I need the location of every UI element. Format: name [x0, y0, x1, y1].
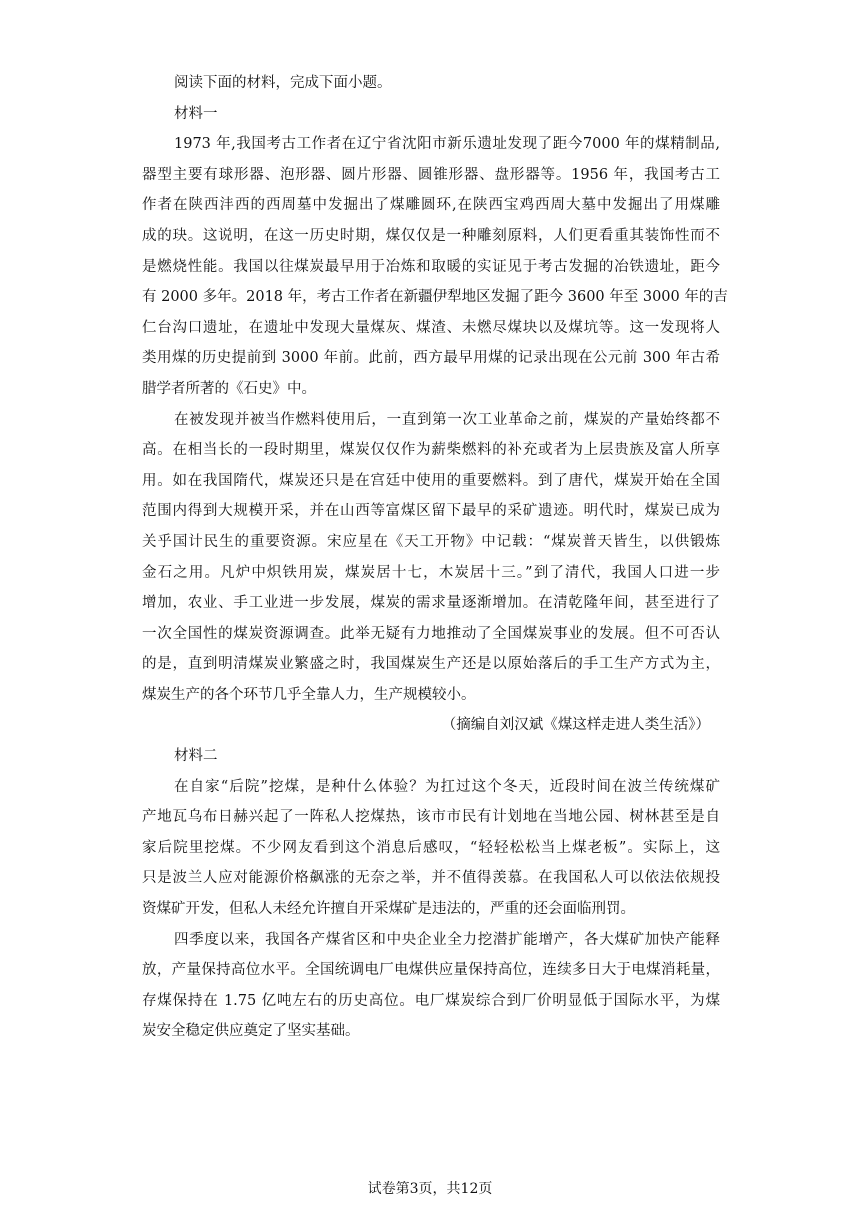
- paragraph-line: 的是，直到明清煤炭业繁盛之时，我国煤炭生产还是以原始落后的手工生产方式为主，: [142, 656, 720, 673]
- paragraph-line: 关乎国计民生的重要资源。宋应星在《天工开物》中记载：“煤炭普天皆生，以供锻炼: [142, 533, 720, 550]
- paragraph-line: 煤炭生产的各个环节几乎全靠人力，生产规模较小。: [142, 686, 476, 703]
- page-footer: 试卷第3页，共12页: [367, 1181, 493, 1197]
- paragraph-line: 产地瓦乌布日赫兴起了一阵私人挖煤热，该市市民有计划地在当地公园、树林甚至是自: [142, 809, 720, 826]
- paragraph-line: 只是波兰人应对能源价格飙涨的无奈之举，并不值得羡慕。在我国私人可以依法依规投: [142, 870, 720, 887]
- paragraph-line: 范围内得到大规模开采，并在山西等富煤区留下最早的采矿遗迹。明代时，煤炭已成为: [142, 503, 720, 520]
- paragraph-line: 器型主要有球形器、泡形器、圆片形器、圆锥形器、盘形器等。1956 年，我国考古工: [142, 166, 720, 183]
- paragraph-line: 增加，农业、手工业进一步发展，煤炭的需求量逐渐增加。在清乾隆年间，甚至进行了: [142, 595, 720, 612]
- paragraph-line: 金石之用。凡炉中炽铁用炭，煤炭居十七，木炭居十三。”到了清代，我国人口进一步: [142, 564, 720, 581]
- paragraph-line: 资煤矿开发，但私人未经允许擅自开采煤矿是违法的，严重的还会面临刑罚。: [142, 901, 635, 918]
- paragraph-line: 腊学者所著的《石史》中。: [142, 380, 316, 397]
- paragraph-line: 有 2000 多年。2018 年，考古工作者在新疆伊犁地区发掘了距今 3600 年至 3000 年的吉: [142, 289, 728, 306]
- paragraph-line: 家后院里挖煤。不少网友看到这个消息后感叹，“轻轻松松当上煤老板”。实际上，这: [142, 839, 720, 856]
- paragraph-line: 成的玦。这说明，在这一历史时期，煤仅仅是一种雕刻原料，人们更看重其装饰性而不: [142, 227, 720, 244]
- paragraph-line: 高。在相当长的一段时期里，煤炭仅仅作为薪柴燃料的补充或者为上层贵族及富人所享: [142, 442, 720, 459]
- material-one-heading: 材料一: [174, 105, 218, 122]
- paragraph-line: 类用煤的历史提前到 3000 年前。此前，西方最早用煤的记录出现在公元前 300 年古希: [142, 350, 720, 367]
- paragraph-line: 炭安全稳定供应奠定了坚实基础。: [142, 1023, 360, 1040]
- paragraph-line: 作者在陕西沣西的西周墓中发掘出了煤雕圆环,在陕西宝鸡西周大墓中发掘出了用煤雕: [142, 197, 720, 214]
- paragraph-line: 存煤保持在 1.75 亿吨左右的历史高位。电厂煤炭综合到厂价明显低于国际水平，为煤: [142, 992, 720, 1009]
- paragraph-line: 一次全国性的煤炭资源调查。此举无疑有力地推动了全国煤炭事业的发展。但不可否认: [142, 625, 720, 642]
- paragraph-line: 放，产量保持高位水平。全国统调电厂电煤供应量保持高位，连续多日大于电煤消耗量，: [142, 962, 720, 979]
- paragraph-line: 仁台沟口遗址，在遗址中发现大量煤灰、煤渣、未燃尽煤块以及煤坑等。这一发现将人: [142, 319, 720, 336]
- material-two-heading: 材料二: [174, 748, 218, 765]
- instruction-line: 阅读下面的材料，完成下面小题。: [174, 75, 392, 91]
- paragraph-line: 四季度以来，我国各产煤省区和中央企业全力挖潜扩能增产，各大煤矿加快产能释: [174, 931, 720, 948]
- paragraph-line: 1973 年,我国考古工作者在辽宁省沈阳市新乐遗址发现了距今7000 年的煤精制品,: [174, 136, 720, 153]
- paragraph-line: 用。如在我国隋代，煤炭还只是在宫廷中使用的重要燃料。到了唐代，煤炭开始在全国: [142, 472, 720, 489]
- passage-content: [142, 68, 728, 1047]
- paragraph-line: 在被发现并被当作燃料使用后，一直到第一次工业革命之前，煤炭的产量始终都不: [174, 411, 720, 428]
- paragraph-line: 是燃烧性能。我国以往煤炭最早用于冶炼和取暖的实证见于考古发掘的冶铁遗址，距今: [142, 258, 720, 275]
- paragraph-line: 在自家“后院”挖煤，是种什么体验？为扛过这个冬天，近段时间在波兰传统煤矿: [174, 778, 720, 795]
- source-citation: （摘编自刘汉斌《煤这样走进人类生活》）: [441, 717, 710, 734]
